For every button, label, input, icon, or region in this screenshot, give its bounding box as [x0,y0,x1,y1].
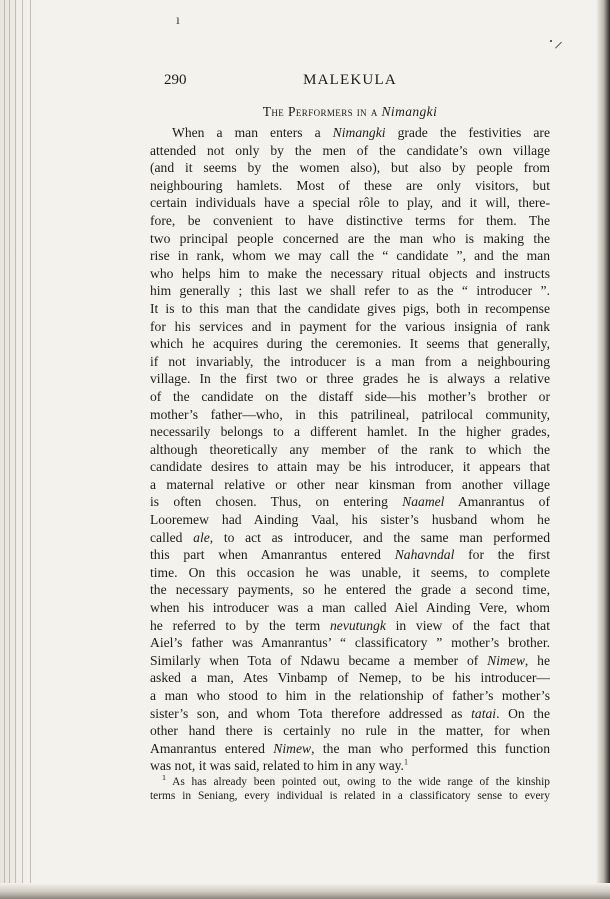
text-line [150,652,550,670]
text-run: fore, be convenient to have distinctive terms for them. The [150,212,550,228]
text-run: , the man who performed this function [311,740,550,756]
italic-term: tatai [471,705,497,721]
text-run: Similarly when Tota of Ndawu became a member of [150,652,488,668]
text-line [150,529,550,547]
text-line [150,353,550,371]
text-run: a man who stood to him in the relationship of father’s mother’s [150,688,550,703]
italic-term: Nimew [273,740,312,756]
text-run: other hand there is certainly no rule in the matter, for when [150,723,550,739]
body-paragraph [150,124,550,775]
text-run: the necessary payments, so he entered the grade a second time, [150,582,550,598]
text-line [150,300,550,318]
text-line [150,511,550,529]
text-run: a maternal relative or other near kinsman from another village [150,476,550,492]
text-line [150,687,550,705]
italic-term: Nahavndal [394,547,455,563]
text-line [150,669,550,687]
text-run: called [150,529,194,545]
page-right-edge-shadow [596,0,610,899]
text-line [150,423,550,441]
scan-speck: ı [176,13,180,28]
text-line [150,740,550,758]
text-run: Amanrantus entered [150,740,274,756]
text-line [150,194,550,212]
text-run: for the first [454,547,550,563]
text-line [150,617,550,635]
text-run: As has already been pointed out, owing to the wide range of the kinship [166,776,550,788]
text-run: certain individuals have a special rôle to play, and it will, there- [150,195,550,211]
footnote-line [150,775,550,789]
text-line [150,406,550,424]
text-run: village. In the first two or three grades he is always a relative [150,371,550,387]
text-run: was not, it was said, related to him in any way. [150,758,404,774]
text-line [150,370,550,388]
text-line [150,564,550,582]
text-run: mother’s father—who, in this patrilineal, patrilocal community, [150,406,550,422]
text-line [150,722,550,740]
text-line [150,599,550,617]
text-run: Amanrantus of [444,494,550,510]
text-run: candidate desires to attain may be his introducer, it appears that [150,459,550,475]
text-line [150,388,550,406]
section-title-emphasis: Nimangki [381,104,438,119]
text-line [150,124,550,142]
text-line [150,265,550,283]
footnote-line [150,789,550,803]
text-run: grade the festivities are [385,125,550,140]
text-run: It is to this man that the candidate gives pigs, both in recompense [150,300,550,316]
text-run: neighbouring hamlets. Most of these are only visitors, but [150,177,550,193]
text-line [150,476,550,494]
text-run: in view of the fact that [385,617,550,633]
text-line [150,581,550,599]
text-line [150,230,550,248]
page-number: 290 [164,72,187,88]
section-title-text: The Performers in a [262,104,382,119]
text-run: terms in Seniang, every individual is related in a classificatory sense to every [150,790,550,802]
text-run: (and it seems by the women also), but also by people from [150,160,550,176]
text-line [150,318,550,336]
text-run: him generally ; this last we shall refer to as the “ introducer ”. [150,283,550,299]
text-run: for his services and in payment for the various insignia of rank [150,318,550,334]
scan-mark: ·⸝ [548,31,563,51]
footnote [150,775,550,803]
text-line [150,177,550,195]
text-run: he referred to by the term [150,617,330,633]
page-bottom-edge-shadow [0,883,610,899]
italic-term: Nimangki [332,125,386,140]
italic-term: Naamel [402,494,445,510]
text-run: this part when Amanrantus entered [150,547,395,563]
text-run: when his introducer was a man called Aiel Ainding Vere, whom [150,600,550,616]
text-run: attended not only by the men of the candidate’s own village [150,142,550,158]
text-line [150,282,550,300]
text-run: sister’s son, and whom Tota therefore addressed as [150,705,472,721]
italic-term: Nimew [487,652,525,668]
text-line [150,335,550,353]
text-run: , to act as introducer, and the same man performed [209,529,550,545]
footnote-marker: 1 [403,757,408,767]
running-head: MALEKULA [303,72,397,88]
italic-term: ale [193,529,210,545]
section-title [150,104,550,120]
text-run: who helps him to make the necessary ritual objects and instructs [150,265,550,281]
text-run: although theoretically any member of the rank to which the [150,441,550,457]
text-run: time. On this occasion he was unable, it seems, to complete [150,564,550,580]
text-run: which he acquires during the ceremonies. It seems that generally, [150,336,550,352]
text-run: When a man enters a [172,125,333,140]
text-run: Aiel’s father was Amanrantus’ “ classificatory ” mother’s brother. [150,635,550,651]
text-line [150,159,550,177]
text-line [150,634,550,652]
text-run: asked a man, Ates Vinbamp of Nemep, to be his introducer— [150,670,550,686]
footnote-marker: 1 [162,775,166,783]
text-run: two principal people concerned are the man who is making the [150,230,550,246]
text-line [150,705,550,723]
text-line [150,247,550,265]
text-line [150,493,550,511]
italic-term: nevutungk [329,617,386,633]
text-line [150,142,550,160]
text-run: rise in rank, whom we may call the “ candidate ”, and the man [150,248,550,264]
text-line [150,441,550,459]
text-run: if not invariably, the introducer is a man from a neighbouring [150,353,550,369]
text-run: . On the [496,705,550,721]
text-line [150,458,550,476]
text-line [150,546,550,564]
text-run: necessarily belongs to a different hamlet. In the higher grades, [150,424,550,440]
text-line [150,212,550,230]
text-line [150,757,550,775]
text-run: Looremew had Ainding Vaal, his sister’s husband whom he [150,512,550,528]
book-binding-gutter [0,0,38,899]
text-run: , he [524,652,550,668]
text-run: of the candidate on the distaff side—his mother’s brother or [150,388,550,404]
text-run: is often chosen. Thus, on entering [150,494,403,510]
page-header [150,72,550,94]
